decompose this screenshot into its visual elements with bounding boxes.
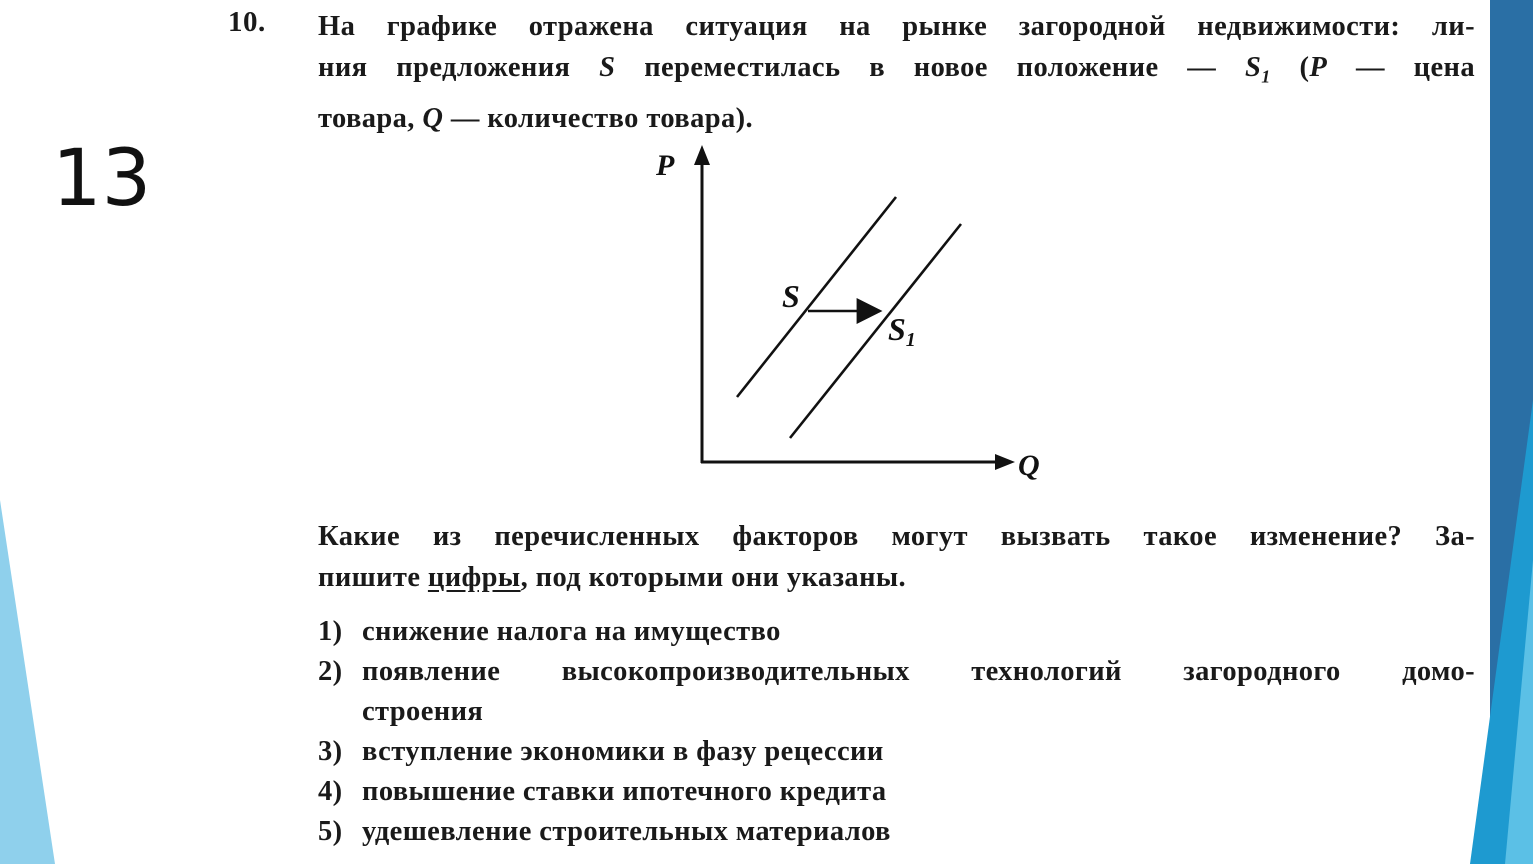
emphasis-digits: цифры: [427, 562, 521, 593]
slide-number: 13: [52, 134, 152, 224]
symbol-S1: $S_1$: [1244, 52, 1271, 87]
x-axis-arrow: [995, 454, 1015, 470]
curve-S1-label: S1: [888, 311, 916, 351]
intro-line-1: На графике отражена ситуация на рынке загородной недвижимости: ли-: [318, 11, 1475, 42]
task-question: [318, 516, 1475, 598]
question-line-2: пишите цифры, под которыми они указаны.: [318, 562, 907, 593]
left-light-triangle: [0, 500, 55, 864]
symbol-P: P: [1309, 52, 1328, 83]
option-5: 5) удешевление строительных материалов: [318, 816, 891, 847]
supply-shift-graph: [640, 140, 1060, 490]
intro-line-2: ния предложения S переместилась в новое положение — $S_1$ (P — цена: [318, 52, 1475, 87]
task-intro: [318, 6, 1475, 139]
y-axis-arrow: [694, 145, 710, 165]
question-line-1: Какие из перечисленных факторов могут вызвать такое изменение? За-: [318, 521, 1475, 552]
task-number: 10.: [228, 6, 266, 38]
intro-line-3: товара, Q — количество товара).: [318, 102, 754, 134]
y-axis-label: P: [656, 149, 675, 182]
supply-curve-S: [737, 197, 896, 397]
symbol-Q: Q: [422, 102, 444, 134]
option-1: 1) снижение налога на имущество: [318, 616, 781, 647]
supply-curve-S1: [790, 224, 961, 438]
x-axis-label: Q: [1018, 449, 1040, 482]
options-list: [318, 612, 1475, 852]
option-3: 3) вступление экономики в фазу рецессии: [318, 736, 884, 767]
option-4: 4) повышение ставки ипотечного кредита: [318, 776, 887, 807]
option-2: 2) появление высокопроизводительных технологий загородного домо- строения: [318, 656, 1475, 727]
symbol-S: S: [599, 52, 616, 83]
curve-S-label: S: [782, 278, 800, 314]
